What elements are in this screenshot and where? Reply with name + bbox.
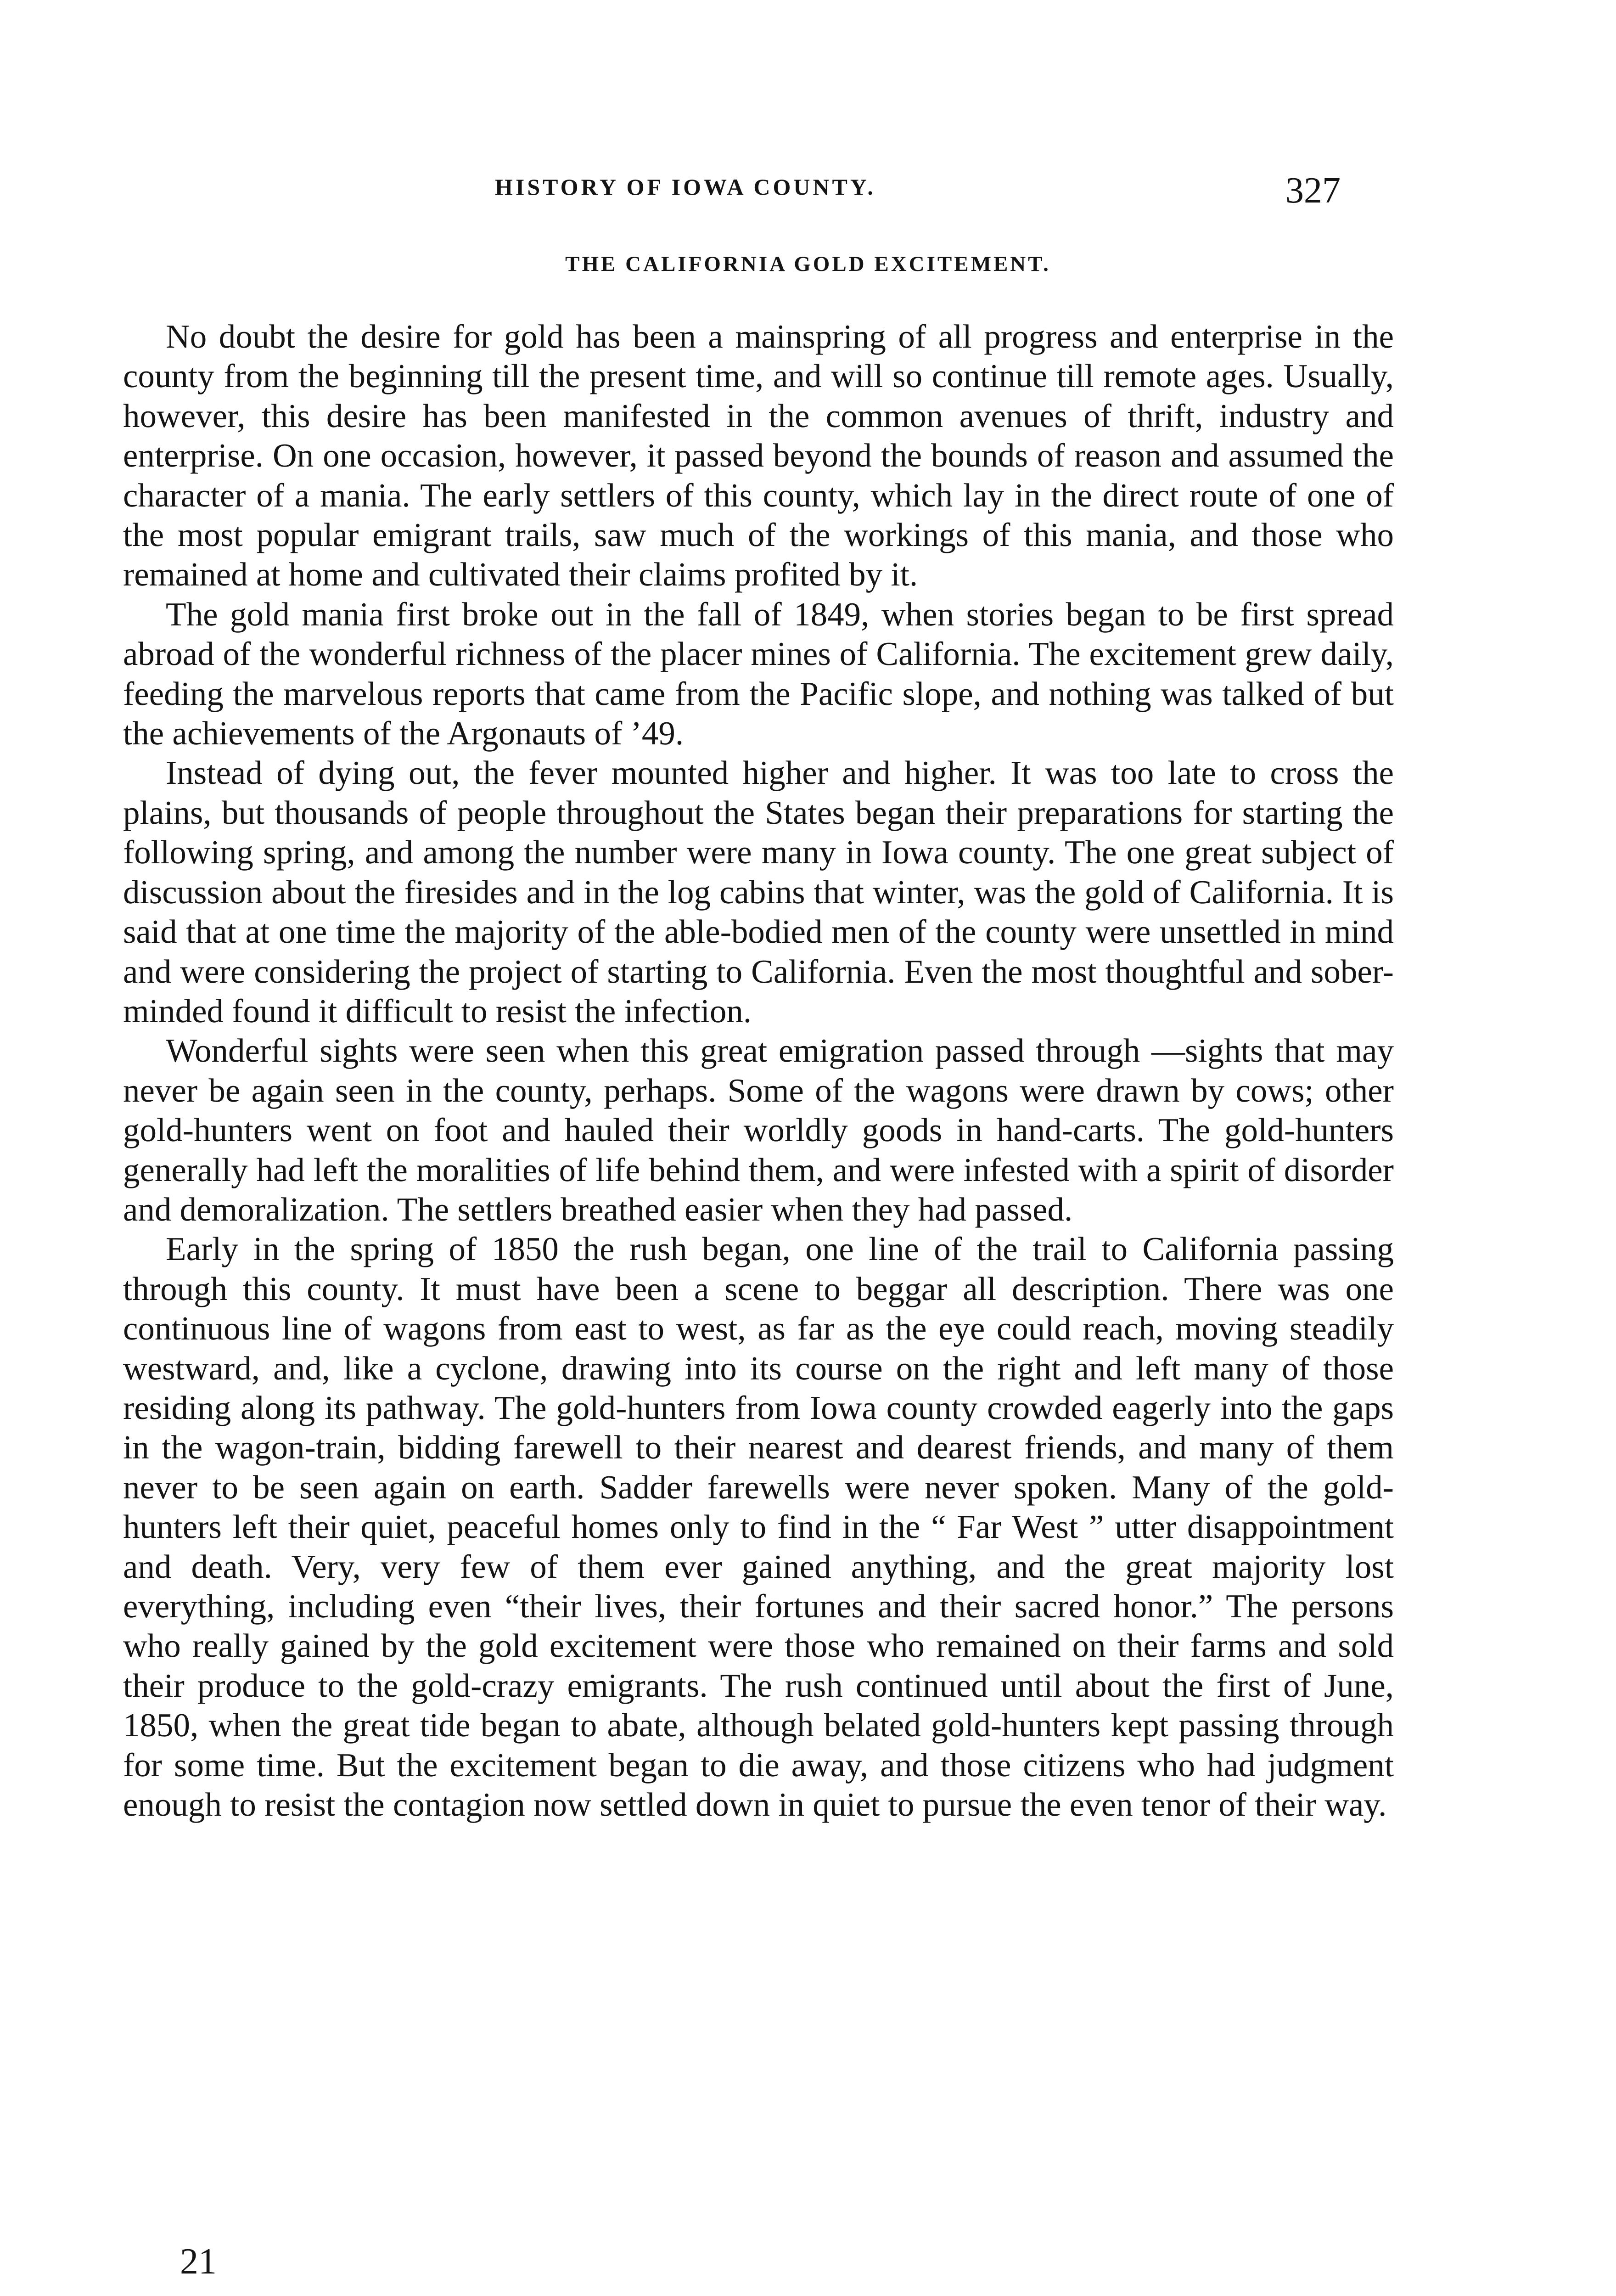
paragraph: The gold mania first broke out in the fall of 1849, when stories began to be first spread abroad of the wonderful richness of the placer mines of California. The excitement grew daily, feeding the marvelous reports that came from the Pacific slope, and nothing was talked of but the achievements of the Argonauts of ’49. [123,595,1394,752]
paragraph: Instead of dying out, the fever mounted higher and higher. It was too late to cross the plains, but thousands of people throughout the States began their preparations for starting the following spring, and among the number were many in Iowa county. The one great subject of discussion about the firesides and in the log cabins that winter, was the gold of California. It is said that at one time the majority of the able-bodied men of the county were unsettled in mind and were considering the project of starting to California. Even the most thoughtful and sober-minded found it difficult to resist the infection. [123,754,1394,1030]
body-text [123,317,1394,1824]
section-title: THE CALIFORNIA GOLD EXCITEMENT. [565,252,1051,276]
paragraph: Wonderful sights were seen when this great emigration passed through —sights that may never be again seen in the county, perhaps. Some of the wagons were drawn by cows; other gold-hunters went on foot and hauled their worldly goods in hand-carts. The gold-hunters generally had left the moralities of life behind them, and were infested with a spirit of disorder and demoralization. The settlers breathed easier when they had passed. [123,1032,1394,1228]
signature-mark: 21 [180,2241,217,2282]
paragraph: No doubt the desire for gold has been a mainspring of all progress and enterprise in the county from the beginning till the present time, and will so continue till remote ages. Usually, however, this desire has been manifested in the common avenues of thrift, industry and enterprise. On one occasion, however, it passed beyond the bounds of reason and assumed the character of a mania. The early settlers of this county, which lay in the direct route of one of the most popular emigrant trails, saw much of the workings of this mania, and those who remained at home and cultivated their claims profited by it. [123,318,1394,593]
running-head [0,170,1616,211]
page-number: 327 [1285,170,1341,211]
paragraph: Early in the spring of 1850 the rush began, one line of the trail to California passing through this county. It must have been a scene to beggar all description. There was one continuous line of wagons from east to west, as far as the eye could reach, moving steadily westward, and, like a cyclone, drawing into its course on the right and left many of those residing along its pathway. The gold-hunters from Iowa county crowded eagerly into the gaps in the wagon-train, bidding farewell to their nearest and dearest friends, and many of them never to be seen again on earth. Sadder farewells were never spoken. Many of the gold-hunters left their quiet, peaceful homes only to find in the “ Far West ” utter disappointment and death. Very, very few of them ever gained anything, and the great majority lost everything, including even “their lives, their fortunes and their sacred honor.” The persons who really gained by the gold excitement were those who remained on their farms and sold their produce to the gold-crazy emigrants. The rush continued until about the first of June, 1850, when the great tide began to abate, although belated gold-hunters kept passing through for some time. But the excitement began to die away, and those citizens who had judgment enough to resist the contagion now settled down in quiet to pursue the even tenor of their way. [123,1230,1394,1823]
running-title: HISTORY OF IOWA COUNTY. [495,174,876,200]
